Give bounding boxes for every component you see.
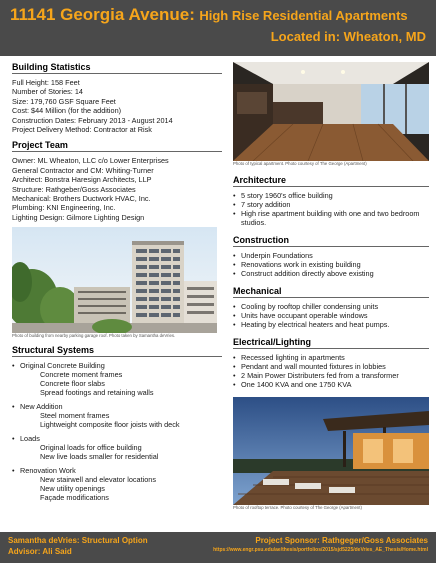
construction-list [233, 251, 429, 278]
team-line: Lighting Design: Gilmore Lighting Design [12, 212, 145, 222]
structural-group [12, 361, 222, 397]
structural-item: Lightweight composite floor joists with deck [40, 420, 180, 430]
stat-line: Construction Dates: February 2013 - August 2014 [12, 115, 173, 125]
stat-line: Size: 179,760 GSF Square Feet [12, 96, 116, 106]
structural-item: Spread footings and retaining walls [40, 388, 154, 398]
building-photo [12, 227, 217, 333]
right-column [233, 62, 429, 511]
building-statistics-list [12, 78, 222, 134]
mechanical-heading: Mechanical [233, 286, 429, 298]
mechanical-list [233, 302, 429, 329]
stat-line: Number of Stories: 14 [12, 87, 83, 97]
structural-item: New utility openings [40, 484, 105, 494]
construction-heading: Construction [233, 235, 429, 247]
structural-item: Original loads for office building [40, 443, 142, 453]
architecture-list [233, 191, 429, 227]
electrical-item: • 2 Main Power Distributers fed from a transformer [233, 371, 429, 380]
structural-systems-list [12, 361, 222, 502]
electrical-item: • Recessed lighting in apartments [233, 353, 429, 362]
stat-line: Cost: $44 Million (for the addition) [12, 106, 122, 116]
construction-item: • Renovations work in existing building [233, 260, 429, 269]
structural-group [12, 434, 222, 461]
team-line: Plumbing: KNI Engineering, Inc. [12, 203, 116, 213]
project-team-heading: Project Team [12, 140, 222, 152]
structural-group-title: • Renovation Work [12, 466, 222, 475]
construction-item: • Construct addition directly above existing [233, 269, 429, 278]
electrical-item: • Pendant and wall mounted fixtures in lobbies [233, 362, 429, 371]
electrical-item: • One 1400 KVA and one 1750 KVA [233, 380, 429, 389]
team-line: Owner: ML Wheaton, LLC c/o Lower Enterprises [12, 156, 169, 166]
team-line: Architect: Bonstra Haresign Architects, LLP [12, 175, 152, 185]
structural-group [12, 402, 222, 429]
advisor-name: Advisor: Ali Said [8, 547, 72, 556]
electrical-list [233, 353, 429, 389]
architecture-item: • High rise apartment building with one and two bedroom studios. [233, 209, 429, 227]
structural-item: Façade modifications [40, 493, 109, 503]
mechanical-item: • Heating by electrical heaters and heat pumps. [233, 320, 429, 329]
structural-group-title: • Original Concrete Building [12, 361, 222, 370]
electrical-heading: Electrical/Lighting [233, 337, 429, 349]
portfolio-url[interactable]: https://www.engr.psu.edu/ae/thesis/portfolios/2015/sjd5225/deVries_AE_Thesis/Home.html [213, 547, 428, 553]
mechanical-item: • Cooling by rooftop chiller condensing units [233, 302, 429, 311]
construction-item: • Underpin Foundations [233, 251, 429, 260]
left-column [12, 62, 222, 502]
project-team-list [12, 156, 222, 222]
structural-item: New stairwell and elevator locations [40, 475, 156, 485]
structural-item: Concrete moment frames [40, 370, 123, 380]
terrace-photo [233, 397, 429, 505]
structural-group-title: • New Addition [12, 402, 222, 411]
team-line: Structure: Rathgeber/Goss Associates [12, 184, 136, 194]
architecture-item: • 7 story addition [233, 200, 429, 209]
structural-item: Steel moment frames [40, 411, 110, 421]
footer-banner [0, 532, 436, 563]
architecture-heading: Architecture [233, 175, 429, 187]
title-banner [0, 0, 436, 56]
structural-systems-heading: Structural Systems [12, 345, 222, 357]
structural-item: New live loads smaller for residential [40, 452, 159, 462]
structural-group [12, 466, 222, 502]
structural-item: Concrete floor slabs [40, 379, 105, 389]
building-photo-caption: Photo of building from nearby parking garage roof. Photo taken by Samantha deVries. [12, 333, 176, 339]
title-subtitle: High Rise Residential Apartments [199, 8, 408, 23]
page-title [10, 5, 426, 26]
building-statistics-heading: Building Statistics [12, 62, 222, 74]
apartment-photo [233, 62, 429, 161]
author-name: Samantha deVries: Structural Option [8, 536, 148, 545]
structural-group-title: • Loads [12, 434, 222, 443]
footer-credits [8, 535, 148, 557]
apartment-photo-caption: Photo of typical apartment. Photo courtesy of The George (Apartment) [233, 161, 367, 166]
team-line: General Contractor and CM: Whiting-Turner [12, 165, 154, 175]
project-sponsor: Project Sponsor: Rathgeger/Goss Associates [255, 536, 428, 545]
stat-line: Project Delivery Method: Contractor at Risk [12, 125, 152, 135]
terrace-photo-caption: Photo of rooftop terrace. Photo courtesy of The George (Apartment) [233, 505, 362, 510]
title-address: 11141 Georgia Avenue: [10, 5, 195, 24]
mechanical-item: • Units have occupant operable windows [233, 311, 429, 320]
team-line: Mechanical: Brothers Ductwork HVAC, Inc. [12, 194, 151, 204]
architecture-item: • 5 story 1960's office building [233, 191, 429, 200]
stat-line: Full Height: 158 Feet [12, 78, 80, 87]
footer-sponsor-block [213, 535, 428, 555]
title-location: Located in: Wheaton, MD [270, 29, 426, 44]
